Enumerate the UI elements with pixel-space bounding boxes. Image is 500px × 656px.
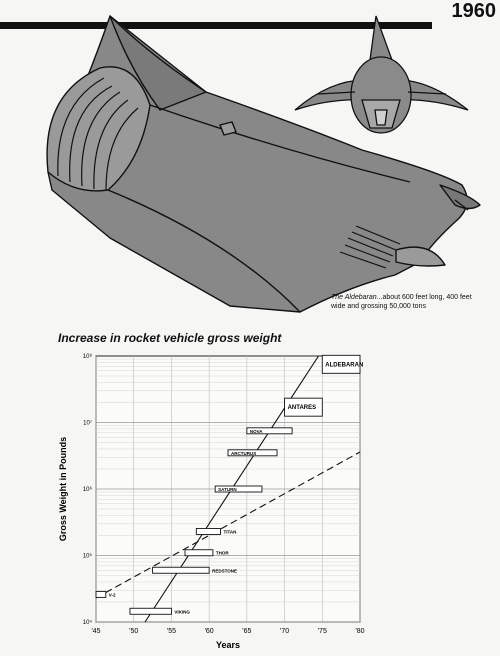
caption-text: ...about 600 feet long, 400 feet wide and grossing 50,000 tons (331, 294, 472, 310)
chart-title: Increase in rocket vehicle gross weight (58, 331, 282, 345)
x-tick-label: '50 (129, 628, 139, 635)
vehicle-label-v-2: V-2 (108, 592, 116, 598)
vehicle-label-antares: ANTARES (287, 405, 317, 412)
x-tick-label: '70 (280, 628, 290, 635)
x-axis-label: Years (215, 640, 241, 650)
x-tick-label: '55 (166, 628, 176, 635)
vehicle-label-aldebaran: ALDEBARAN (325, 362, 364, 369)
x-tick-label: '65 (242, 628, 252, 635)
y-tick-label: 10⁴ (82, 620, 92, 626)
vehicle-bar-v-2 (96, 591, 106, 597)
vehicle-bar-thor (185, 550, 213, 556)
vehicle-label-thor: THOR (215, 550, 229, 556)
vehicle-label-viking: VIKING (174, 609, 190, 615)
x-tick-label: '60 (204, 628, 214, 635)
y-tick-label: 10⁸ (82, 354, 92, 360)
y-axis-label: Gross Weight in Pounds (58, 436, 68, 542)
vehicle-label-nova: NOVA (249, 428, 263, 434)
page-year: 1960 (451, 0, 496, 22)
vehicle-label-arcturus: ARCTURUS (231, 450, 257, 456)
vehicle-label-saturn: SATURN (218, 487, 237, 492)
vehicle-bar-viking (130, 608, 171, 614)
caption-ship-name: The Aldebaran (331, 294, 377, 301)
y-tick-label: 10⁶ (82, 487, 92, 493)
vehicle-bar-redstone (153, 567, 210, 573)
vehicle-bar-titan (196, 528, 220, 534)
vehicle-label-titan: TITAN (223, 529, 237, 535)
x-tick-label: '80 (355, 628, 365, 635)
vehicle-label-redstone: REDSTONE (212, 568, 238, 574)
y-tick-label: 10⁵ (82, 553, 92, 560)
x-tick-label: '45 (91, 628, 101, 635)
x-tick-label: '75 (317, 628, 327, 635)
y-tick-label: 10⁷ (83, 420, 92, 427)
